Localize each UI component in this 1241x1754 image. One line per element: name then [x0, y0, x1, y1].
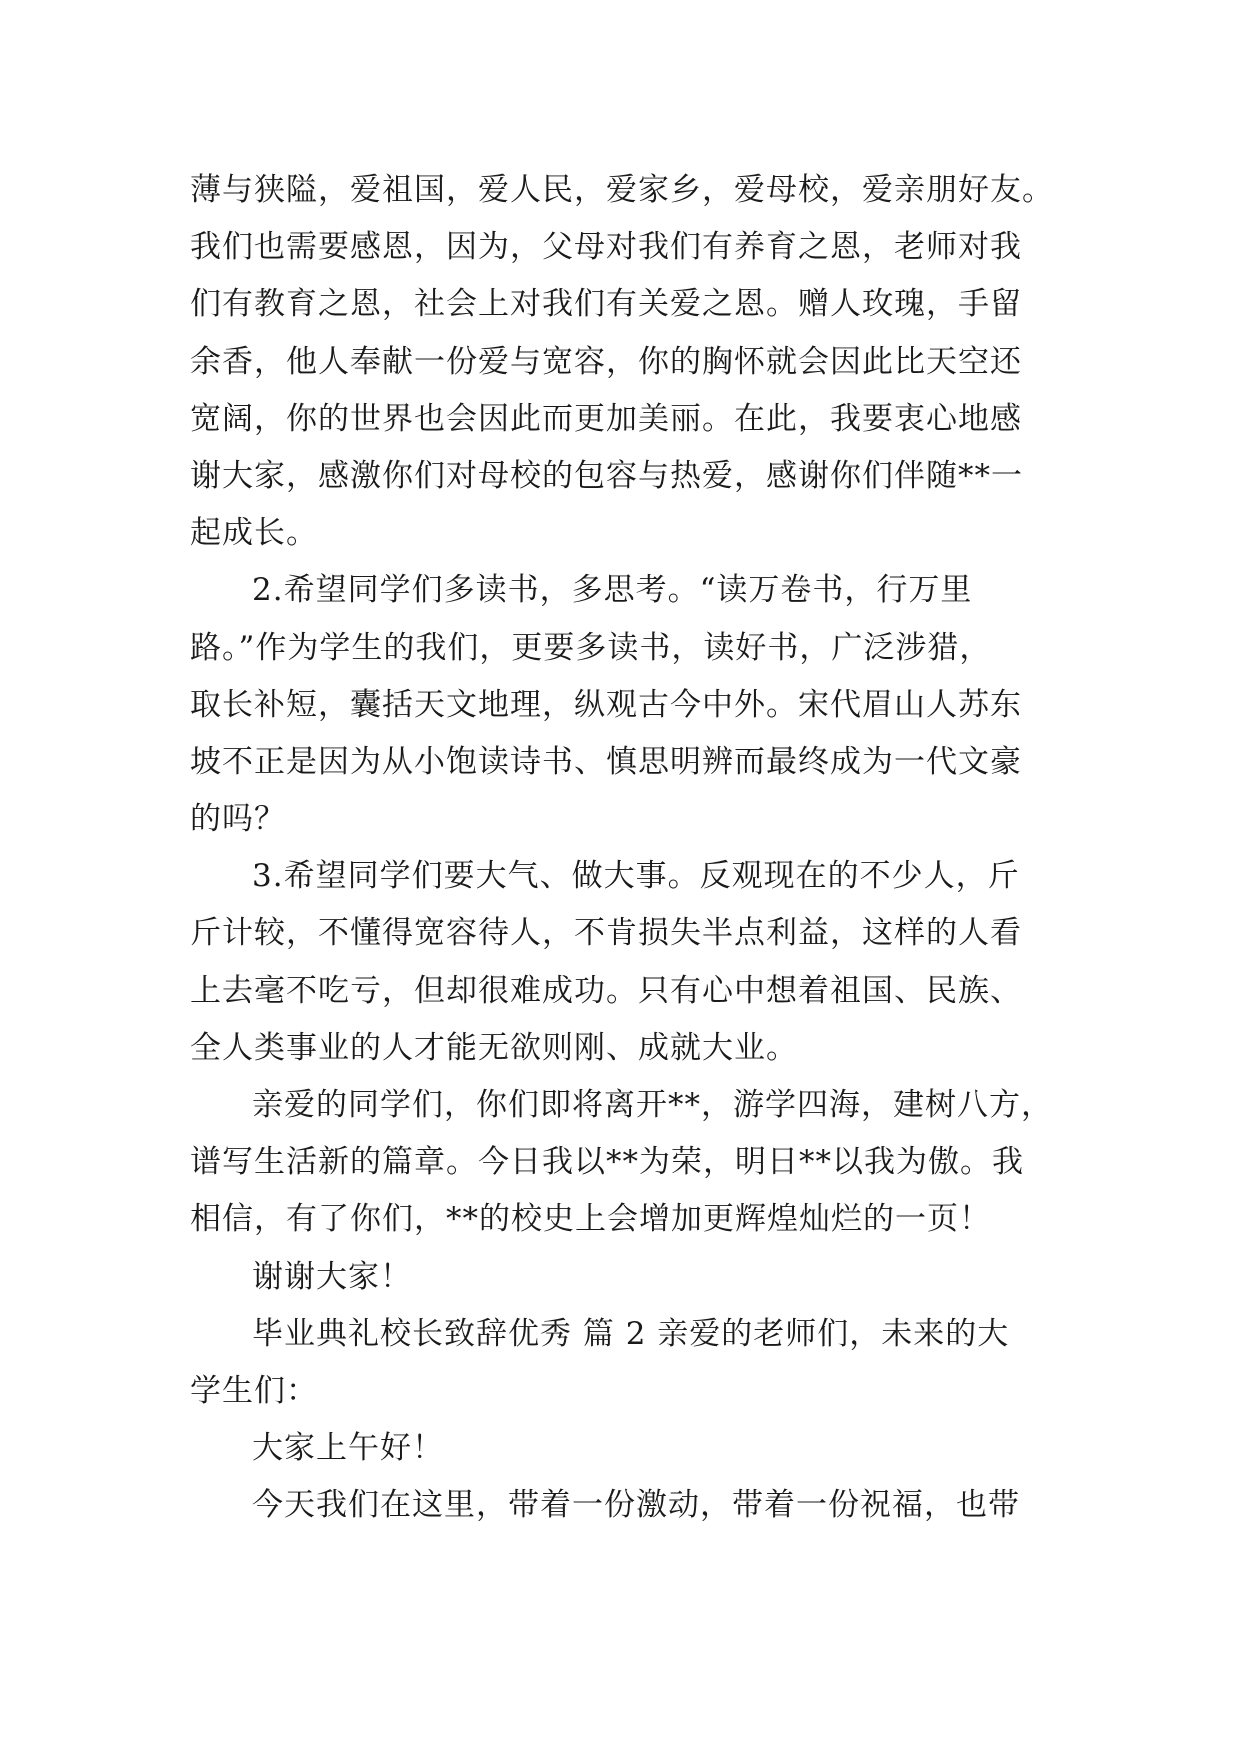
text-line: 余香，他人奉献一份爱与宽容，你的胸怀就会因此比天空还	[190, 343, 1022, 380]
text-line: 大家上午好！	[252, 1430, 444, 1467]
text-line: 学生们：	[190, 1372, 318, 1409]
text-line: 的吗？	[190, 801, 286, 838]
text-line: 起成长。	[190, 515, 318, 552]
text-line: 我们也需要感恩，因为，父母对我们有养育之恩，老师对我	[190, 229, 1022, 266]
text-line: 薄与狭隘，爱祖国，爱人民，爱家乡，爱母校，爱亲朋好友。	[190, 172, 1054, 208]
text-line: 3.希望同学们要大气、做大事。反观现在的不少人，斤	[252, 858, 1020, 895]
text-line: 相信，有了你们，**的校史上会增加更辉煌灿烂的一页！	[190, 1201, 991, 1238]
text-line: 斤计较，不懂得宽容待人，不肯损失半点利益，这样的人看	[190, 915, 1022, 952]
text-line: 宽阔，你的世界也会因此而更加美丽。在此，我要衷心地感	[190, 400, 1022, 437]
text-line: 们有教育之恩，社会上对我们有关爱之恩。赠人玫瑰，手留	[190, 286, 1022, 323]
text-line: 谢谢大家！	[252, 1258, 412, 1295]
text-line: 亲爱的同学们，你们即将离开**，游学四海，建树八方，	[252, 1087, 1053, 1123]
text-line: 今天我们在这里，带着一份激动，带着一份祝福，也带	[252, 1487, 1020, 1524]
text-line: 毕业典礼校长致辞优秀 篇 2 亲爱的老师们，未来的大	[252, 1315, 1010, 1352]
text-line: 全人类事业的人才能无欲则刚、成就大业。	[190, 1029, 798, 1066]
text-line: 路。”作为学生的我们，更要多读书，读好书，广泛涉猎，	[190, 629, 992, 666]
text-line: 2.希望同学们多读书，多思考。“读万卷书，行万里	[252, 572, 973, 609]
text-line: 坡不正是因为从小饱读诗书、慎思明辨而最终成为一代文豪	[190, 743, 1022, 780]
text-line: 上去毫不吃亏，但却很难成功。只有心中想着祖国、民族、	[190, 972, 1022, 1009]
text-line: 谢大家，感激你们对母校的包容与热爱，感谢你们伴随**一	[190, 457, 1023, 494]
text-line: 取长补短，囊括天文地理，纵观古今中外。宋代眉山人苏东	[190, 686, 1022, 723]
text-line: 谱写生活新的篇章。今日我以**为荣，明日**以我为傲。我	[190, 1144, 1024, 1181]
body-text	[190, 162, 1070, 1535]
